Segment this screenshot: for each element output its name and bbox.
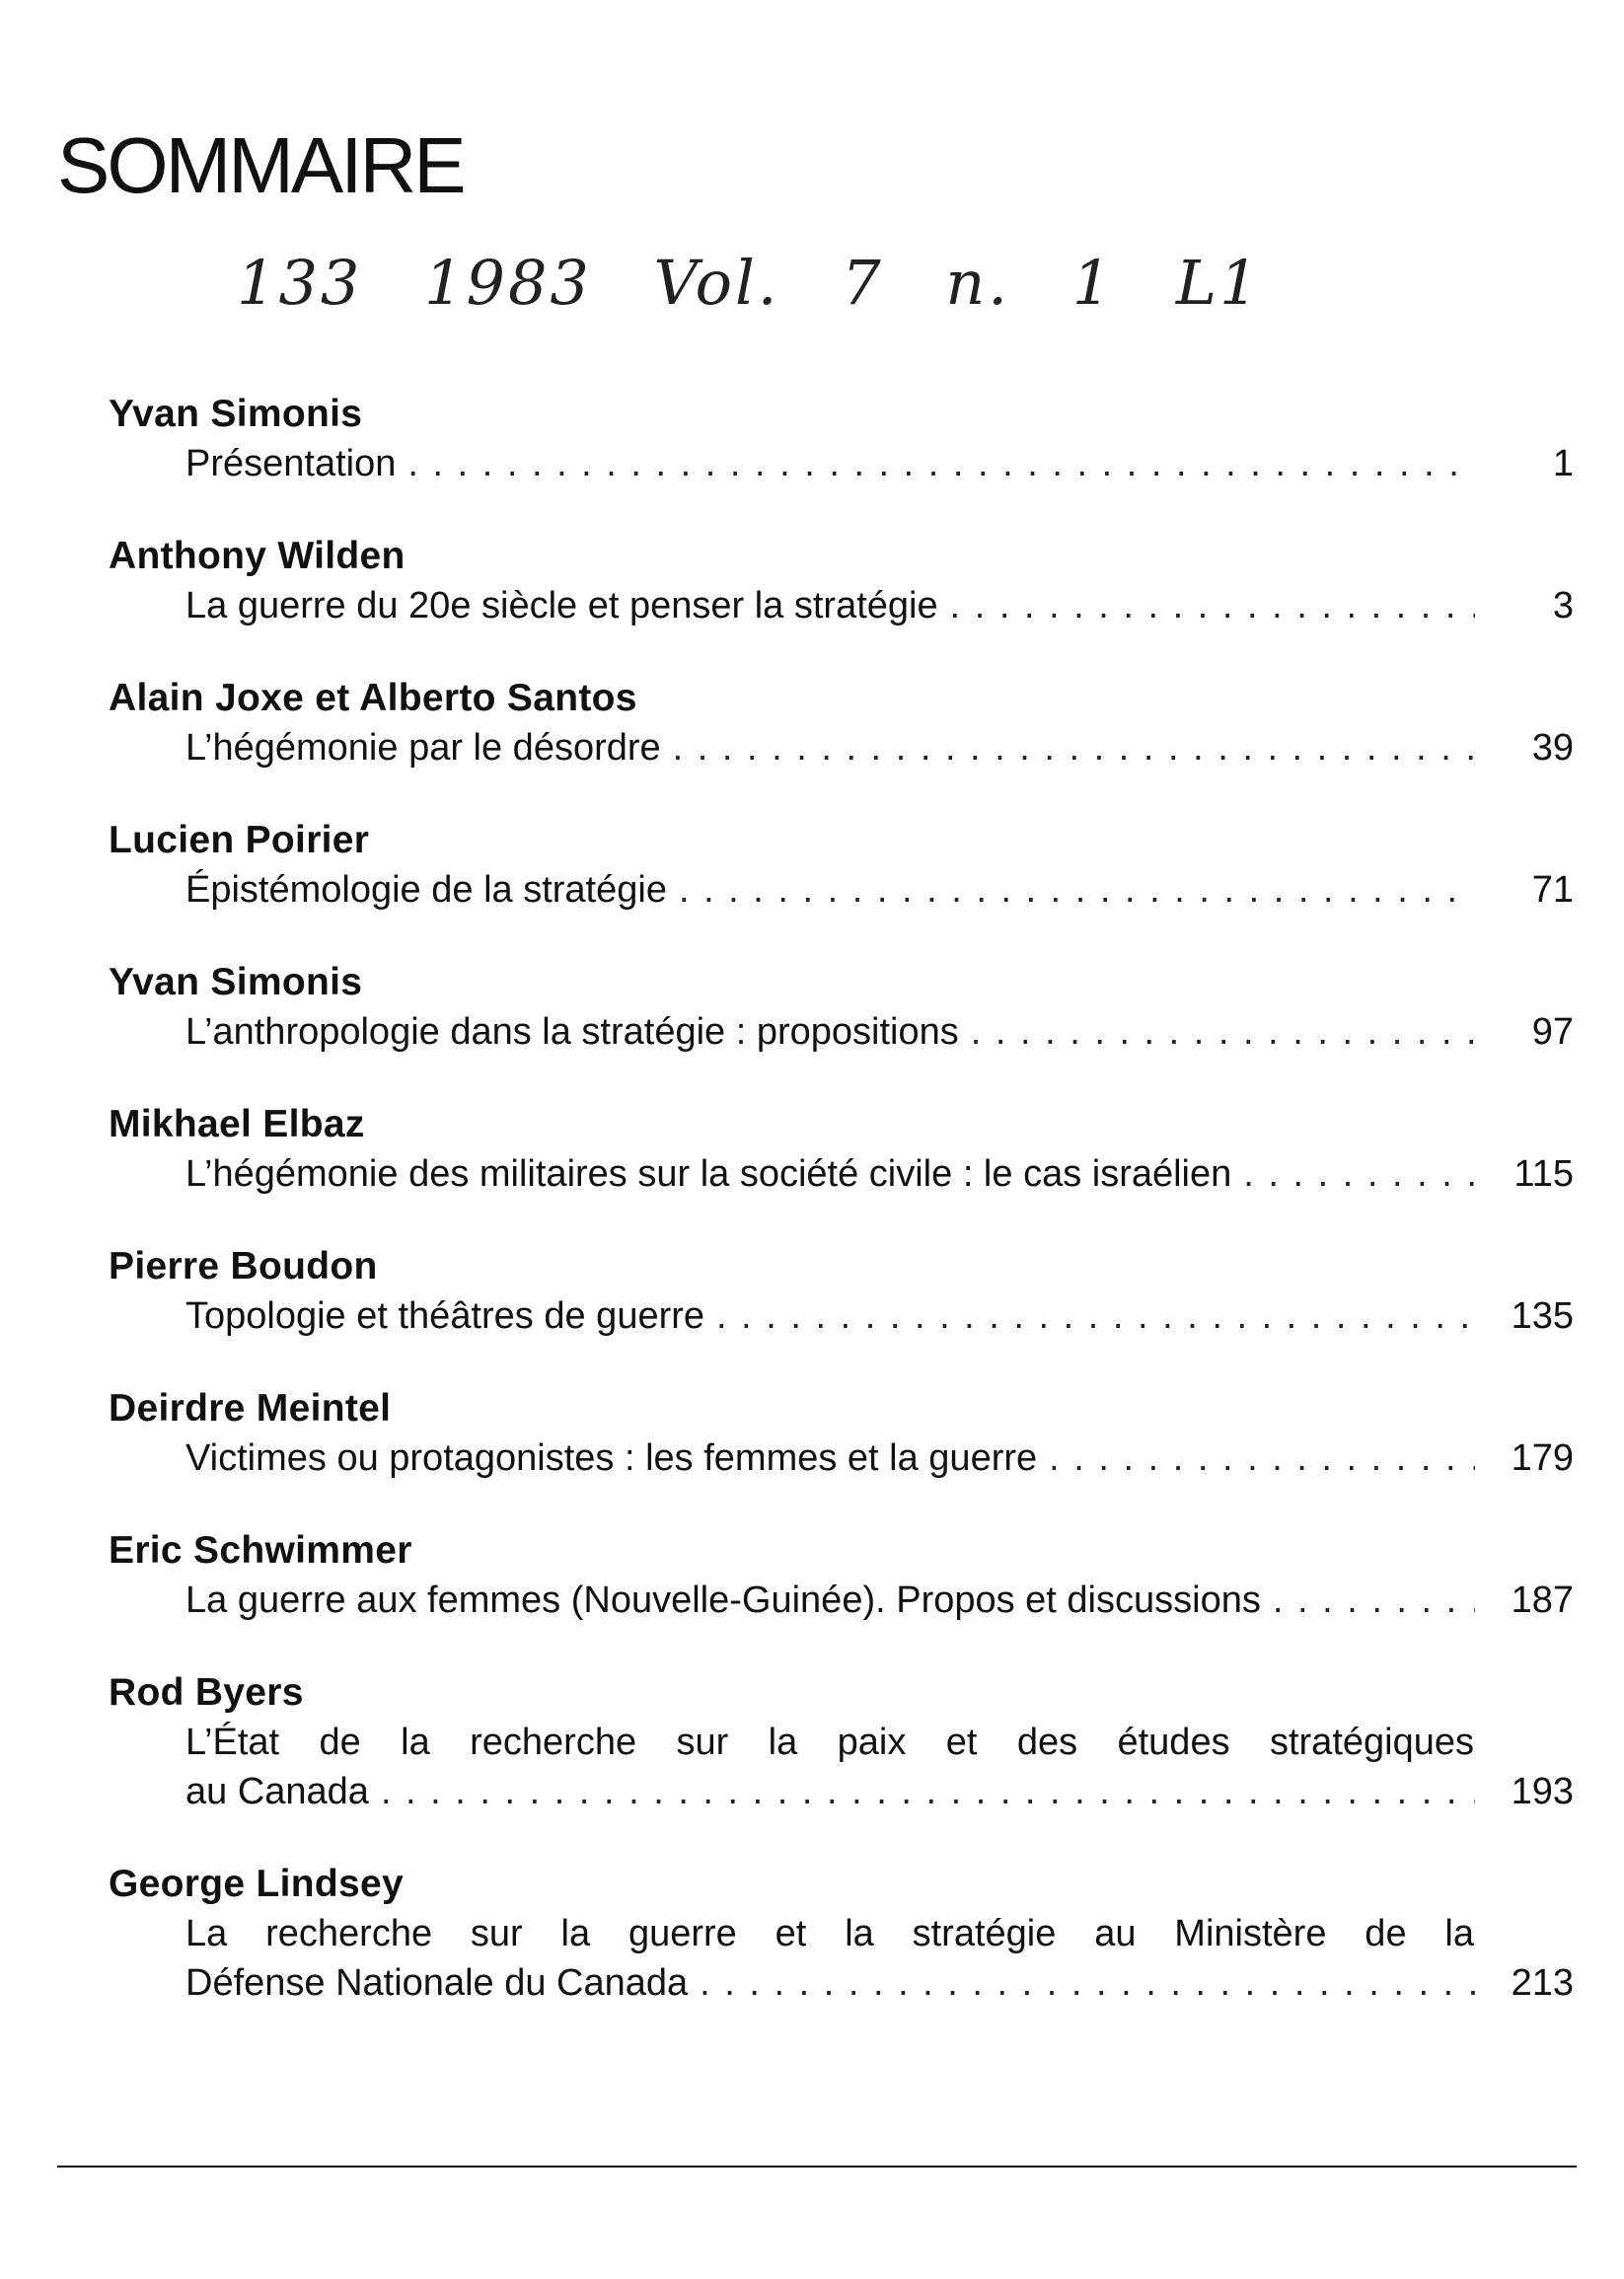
entry-line xyxy=(109,865,1574,915)
entry-author: Yvan Simonis xyxy=(109,393,363,435)
entry-line xyxy=(109,1149,1574,1199)
entry-line xyxy=(109,1958,1574,2008)
toc-entry xyxy=(109,1860,1574,2008)
dot-leader xyxy=(381,1767,1475,1816)
dot-leader xyxy=(673,723,1475,772)
toc-entry xyxy=(109,1384,1574,1483)
toc-entry xyxy=(109,390,1574,488)
bottom-rule xyxy=(57,2166,1577,2168)
entry-title: L’anthropologie dans la stratégie : propositions xyxy=(185,1011,959,1053)
entry-title-line1: La recherche sur la guerre et la stratégie au Ministère de la xyxy=(185,1913,1474,1954)
toc-entry xyxy=(109,1100,1574,1199)
entry-author: Rod Byers xyxy=(109,1671,304,1714)
entry-page: 115 xyxy=(1513,1153,1574,1195)
toc-entry xyxy=(109,958,1574,1057)
dot-leader xyxy=(716,1291,1475,1341)
entry-title: Présentation xyxy=(185,443,397,484)
toc-entry xyxy=(109,674,1574,772)
entry-page: 213 xyxy=(1511,1962,1574,2004)
dot-leader xyxy=(679,865,1475,915)
entry-title: Épistémologie de la stratégie xyxy=(185,869,667,911)
entry-line xyxy=(109,1767,1574,1816)
entry-author: Deirdre Meintel xyxy=(109,1387,392,1430)
entry-author: George Lindsey xyxy=(109,1863,404,1905)
toc-entry xyxy=(109,1242,1574,1341)
entry-title-line2: Défense Nationale du Canada xyxy=(185,1962,689,2004)
entry-author: Pierre Boudon xyxy=(109,1245,378,1287)
entry-title: La guerre aux femmes (Nouvelle-Guinée). Propos et discussions xyxy=(185,1580,1261,1621)
entry-page: 187 xyxy=(1511,1580,1574,1621)
entry-title: L’hégémonie par le désordre xyxy=(185,727,661,769)
toc-entry xyxy=(109,532,1574,630)
entry-line xyxy=(109,581,1574,630)
entry-line xyxy=(109,1576,1574,1625)
dot-leader xyxy=(950,581,1475,630)
toc-entry xyxy=(109,1526,1574,1625)
dot-leader xyxy=(1273,1576,1475,1625)
page-title: SOMMAIRE xyxy=(57,121,464,209)
entry-page: 135 xyxy=(1511,1295,1574,1337)
entry-page: 1 xyxy=(1552,443,1574,484)
dot-leader xyxy=(700,1958,1475,2008)
entry-author: Mikhael Elbaz xyxy=(109,1103,365,1145)
entry-page: 71 xyxy=(1531,869,1574,911)
entry-line xyxy=(109,439,1574,488)
toc-entry xyxy=(109,816,1574,915)
entry-title: L’hégémonie des militaires sur la société civile : le cas israélien xyxy=(185,1153,1232,1195)
entry-page: 97 xyxy=(1531,1011,1574,1053)
entry-line xyxy=(109,1434,1574,1483)
entry-line xyxy=(109,1291,1574,1341)
entry-page: 3 xyxy=(1552,585,1574,626)
entry-author: Alain Joxe et Alberto Santos xyxy=(109,677,637,719)
dot-leader xyxy=(971,1007,1475,1057)
entry-page: 179 xyxy=(1511,1437,1574,1479)
entry-page: 193 xyxy=(1511,1771,1574,1812)
dot-leader xyxy=(1049,1434,1475,1483)
toc-entry xyxy=(109,1668,1574,1816)
entry-author: Lucien Poirier xyxy=(109,819,370,861)
entry-title: Topologie et théâtres de guerre xyxy=(185,1295,705,1337)
entry-line xyxy=(109,723,1574,772)
dot-leader xyxy=(1243,1149,1475,1199)
entry-title: Victimes ou protagonistes : les femmes et la guerre xyxy=(185,1437,1038,1479)
entry-page: 39 xyxy=(1531,727,1574,769)
entry-author: Yvan Simonis xyxy=(109,961,363,1003)
entry-title-line1: L’État de la recherche sur la paix et des études stratégiques xyxy=(185,1722,1474,1763)
entry-title-line2: au Canada xyxy=(185,1771,369,1812)
entry-author: Anthony Wilden xyxy=(109,535,406,577)
entry-author: Eric Schwimmer xyxy=(109,1529,412,1572)
table-of-contents xyxy=(109,390,1574,2051)
handwritten-note: 133 1983 Vol. 7 n. 1 L1 xyxy=(237,247,1262,319)
dot-leader xyxy=(407,439,1475,488)
entry-title: La guerre du 20e siècle et penser la stratégie xyxy=(185,585,938,626)
entry-line xyxy=(109,1007,1574,1057)
